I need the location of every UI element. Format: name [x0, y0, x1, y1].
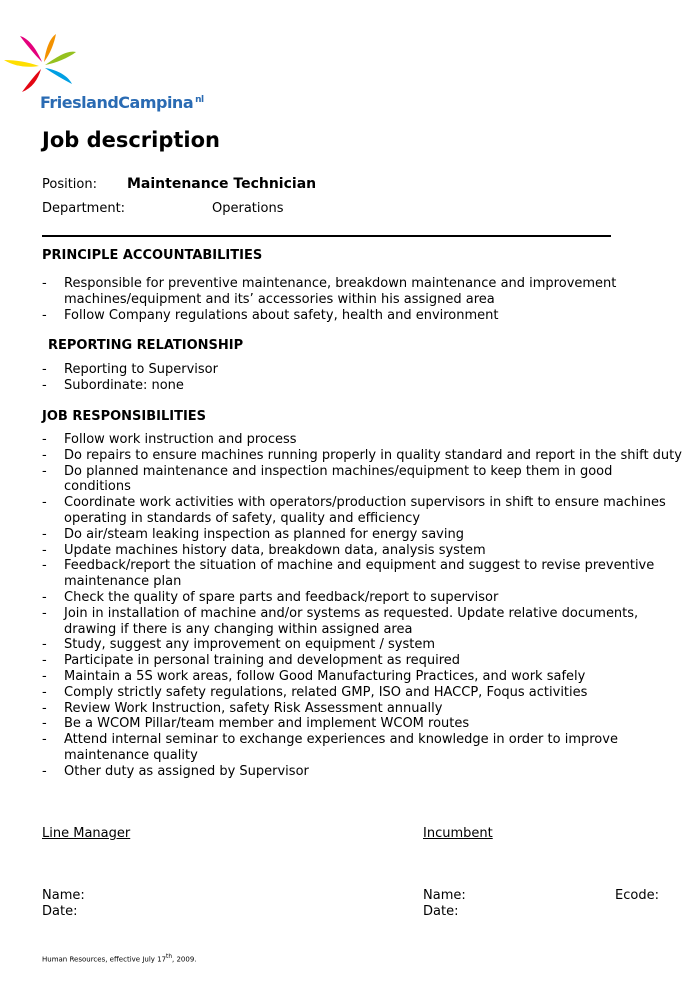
list-item — [42, 653, 682, 669]
list-item-text: Participate in personal training and development as required — [64, 653, 461, 669]
line-manager-heading: Line Manager — [42, 826, 131, 841]
department-value: Operations — [212, 201, 284, 216]
list-item — [42, 276, 682, 308]
bullet-dash: - — [42, 447, 47, 463]
list-item — [42, 432, 682, 448]
bullet-dash: - — [42, 362, 47, 377]
bullet-dash: - — [42, 700, 47, 716]
accountabilities-heading: PRINCIPLE ACCOUNTABILITIES — [42, 248, 263, 263]
list-item-text: Subordinate: none — [64, 377, 184, 393]
bullet-dash: - — [42, 558, 47, 574]
header-divider — [42, 235, 611, 237]
page-title: Job description — [42, 128, 221, 152]
bullet-dash: - — [42, 276, 47, 291]
footer-note — [42, 954, 197, 963]
bullet-dash: - — [42, 716, 47, 732]
department-label: Department: — [42, 201, 126, 216]
list-item-text: Responsible for preventive maintenance, breakdown maintenance and improvement machines/equipment and its’ accessories within his assigned area — [64, 276, 617, 307]
bullet-dash: - — [42, 495, 47, 511]
reporting-list — [42, 362, 682, 394]
position-label: Position: — [42, 177, 97, 192]
list-item-text: Follow work instruction and process — [64, 432, 297, 447]
reporting-heading: REPORTING RELATIONSHIP — [48, 338, 244, 353]
bullet-dash: - — [42, 589, 47, 605]
bullet-dash: - — [42, 542, 47, 558]
list-item-text: Review Work Instruction, safety Risk Assessment annually — [64, 700, 443, 716]
responsibilities-heading: JOB RESPONSIBILITIES — [42, 409, 207, 424]
list-item-text: Update machines history data, breakdown data, analysis system — [64, 542, 486, 558]
bullet-dash: - — [42, 526, 47, 542]
list-item-text: Do planned maintenance and inspection machines/equipment to keep them in good conditions — [64, 463, 613, 495]
list-item — [42, 308, 682, 324]
incumbent-date-label: Date: — [423, 904, 459, 919]
position-value: Maintenance Technician — [127, 176, 317, 192]
brand-tag: nl — [195, 94, 204, 105]
list-item — [42, 378, 682, 394]
list-item-text: Join in installation of machine and/or systems as requested. Update relative documents, drawing if there is any changing within assigned area — [64, 605, 639, 637]
line-manager-name-label: Name: — [42, 888, 85, 903]
responsibilities-list — [42, 432, 682, 780]
bullet-dash: - — [42, 732, 47, 748]
incumbent-heading: Incumbent — [423, 826, 493, 841]
list-item — [42, 701, 682, 717]
list-item — [42, 527, 682, 543]
list-item-text: Coordinate work activities with operators/production supervisors in shift to ensure machines operating in standards of safety, quality and efficiency — [64, 495, 666, 526]
bullet-dash: - — [42, 684, 47, 700]
brand-name: FrieslandCampina — [40, 93, 194, 112]
list-item — [42, 669, 682, 685]
list-item-text: Attend internal seminar to exchange experiences and knowledge in order to improve maintenance quality — [64, 732, 618, 763]
footer-end: , 2009. — [172, 955, 197, 964]
bullet-dash: - — [42, 432, 47, 447]
list-item — [42, 606, 682, 638]
footer-sup: th — [166, 954, 173, 960]
list-item-text: Do air/steam leaking inspection as planned for energy saving — [64, 526, 464, 542]
brand-wordmark — [40, 93, 204, 112]
bullet-dash: - — [42, 653, 47, 669]
footer-text: Human Resources, effective July 17 — [42, 955, 167, 964]
list-item-text: Comply strictly safety regulations, related GMP, ISO and HACCP, Foqus activities — [64, 684, 588, 700]
incumbent-name-label: Name: — [423, 888, 466, 903]
list-item-text: Reporting to Supervisor — [64, 362, 218, 377]
list-item-text: Other duty as assigned by Supervisor — [64, 763, 309, 779]
list-item — [42, 464, 682, 496]
list-item-text: Study, suggest any improvement on equipment / system — [64, 637, 436, 653]
accountabilities-list — [42, 276, 682, 323]
bullet-dash: - — [42, 307, 47, 323]
list-item-text: Follow Company regulations about safety, health and environment — [64, 307, 499, 323]
bullet-dash: - — [42, 605, 47, 621]
list-item — [42, 637, 682, 653]
list-item-text: Be a WCOM Pillar/team member and implement WCOM routes — [64, 716, 470, 732]
bullet-dash: - — [42, 377, 47, 393]
list-item — [42, 558, 682, 590]
list-item — [42, 362, 682, 378]
list-item — [42, 543, 682, 559]
list-item — [42, 716, 682, 732]
list-item-text: Maintain a 5S work areas, follow Good Manufacturing Practices, and work safely — [64, 668, 586, 684]
list-item — [42, 764, 682, 780]
bullet-dash: - — [42, 763, 47, 779]
list-item — [42, 448, 682, 464]
list-item-text: Check the quality of spare parts and feedback/report to supervisor — [64, 589, 499, 605]
bullet-dash: - — [42, 463, 47, 479]
ecode-label: Ecode: — [615, 888, 659, 903]
list-item — [42, 590, 682, 606]
list-item-text: Do repairs to ensure machines running properly in quality standard and report in the shift duty — [64, 447, 682, 463]
list-item-text: Feedback/report the situation of machine and equipment and suggest to revise preventive maintenance plan — [64, 558, 655, 590]
list-item — [42, 685, 682, 701]
line-manager-date-label: Date: — [42, 904, 78, 919]
list-item — [42, 495, 682, 527]
list-item — [42, 732, 682, 764]
bullet-dash: - — [42, 637, 47, 653]
bullet-dash: - — [42, 668, 47, 684]
